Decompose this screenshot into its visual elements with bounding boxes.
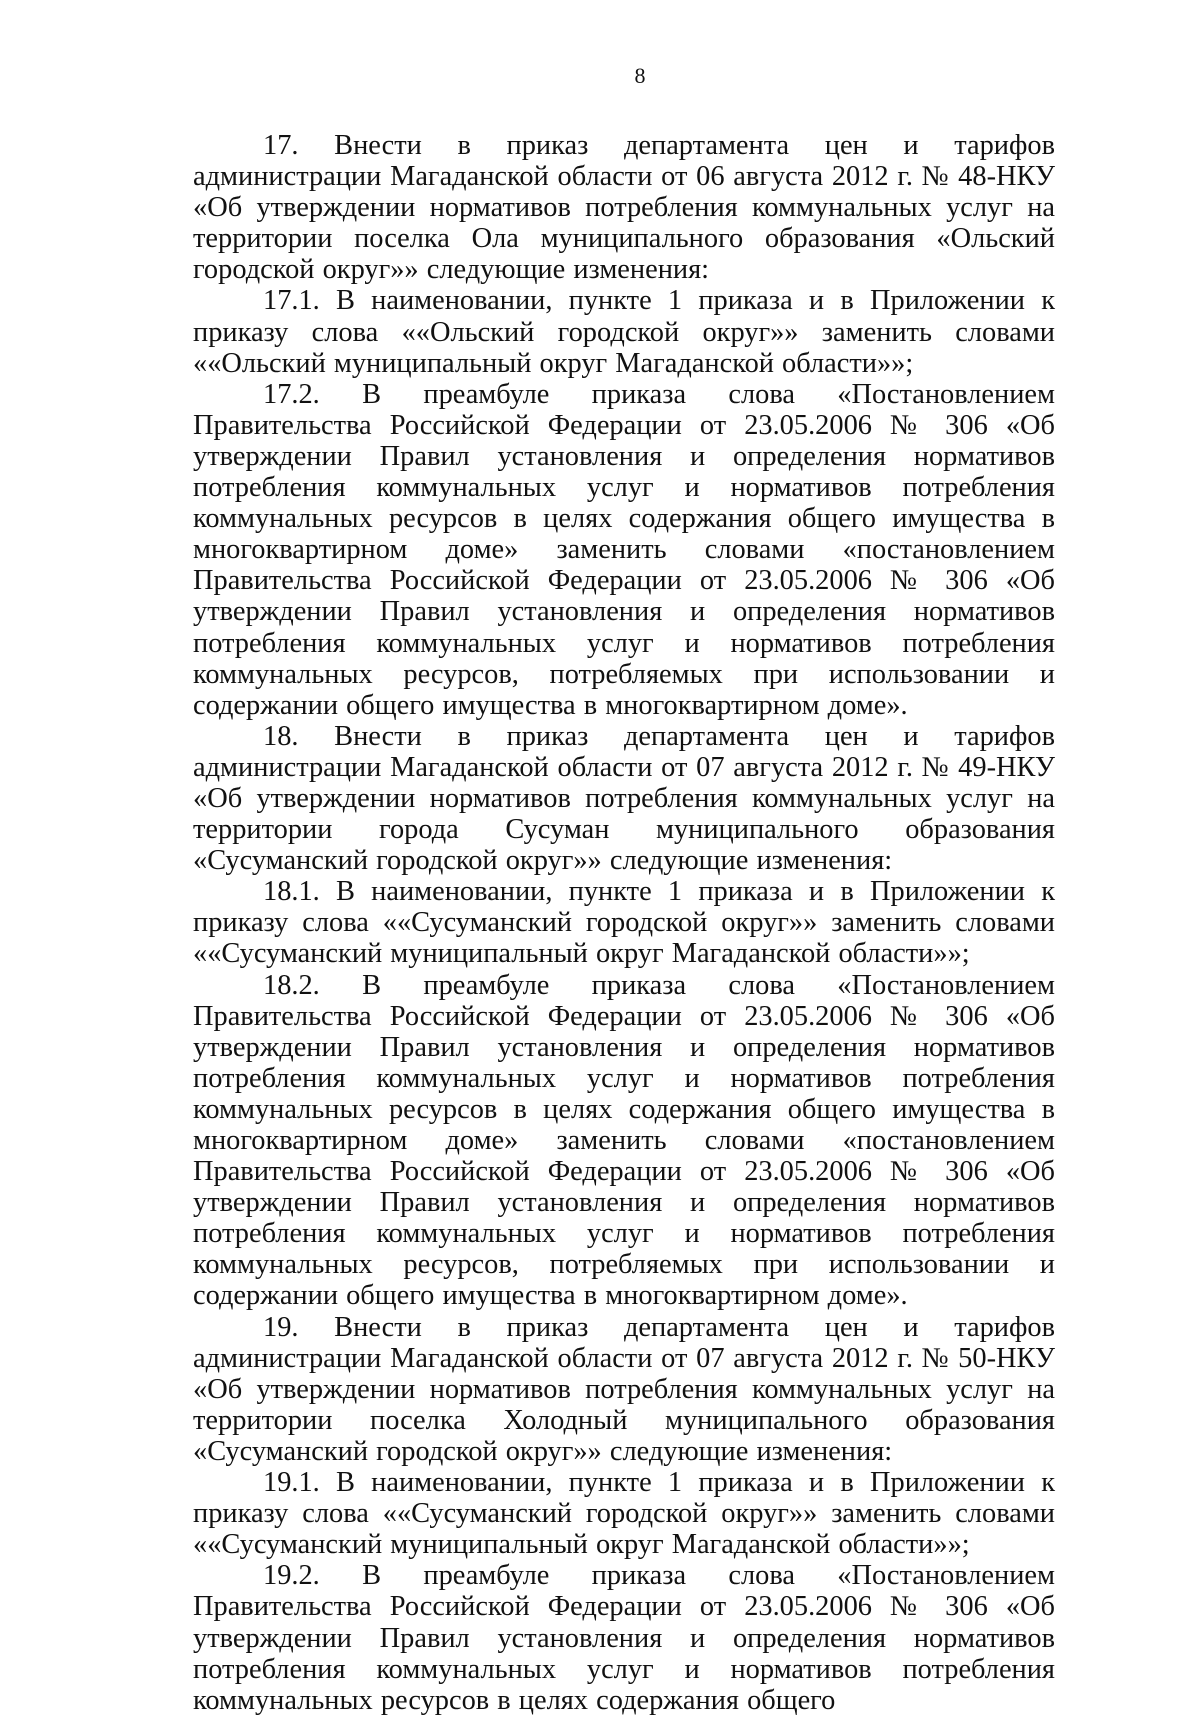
paragraph-18-1: 18.1. В наименовании, пункте 1 приказа и в Приложении к приказу слова ««Сусуманский городской округ»» заменить словами ««Сусуманский муниципальный округ Магаданской области»»; — [193, 876, 1055, 970]
page-number: 8 — [634, 63, 646, 88]
paragraph-19-2: 19.2. В преамбуле приказа слова «Постановлением Правительства Российской Федерации от 23.05.2006 № 306 «Об утверждении Правил установления и определения нормативов потребления коммунальных услуг и нормативов потребления коммунальных ресурсов в целях содержания общего — [193, 1560, 1055, 1716]
paragraph-17-1: 17.1. В наименовании, пункте 1 приказа и в Приложении к приказу слова ««Ольский городской округ»» заменить словами ««Ольский муниципальный округ Магаданской области»»; — [193, 285, 1055, 379]
paragraph-18-2: 18.2. В преамбуле приказа слова «Постановлением Правительства Российской Федерации от 23.05.2006 № 306 «Об утверждении Правил установления и определения нормативов потребления коммунальных услуг и нормативов потребления коммунальных ресурсов в целях содержания общего имущества в многоквартирном доме» заменить словами «постановлением Правительства Российской Федерации от 23.05.2006 № 306 «Об утверждении Правил установления и определения нормативов потребления коммунальных услуг и нормативов потребления коммунальных ресурсов, потребляемых при использовании и содержании общего имущества в многоквартирном доме». — [193, 969, 1055, 1312]
document-body — [193, 130, 1055, 1716]
paragraph-17: 17. Внести в приказ департамента цен и тарифов администрации Магаданской области от 06 августа 2012 г. № 48-НКУ «Об утверждении нормативов потребления коммунальных услуг на территории поселка Ола муниципального образования «Ольский городской округ»» следующие изменения: — [193, 130, 1055, 286]
paragraph-19-1: 19.1. В наименовании, пункте 1 приказа и в Приложении к приказу слова ««Сусуманский городской округ»» заменить словами ««Сусуманский муниципальный округ Магаданской области»»; — [193, 1467, 1055, 1561]
paragraph-18: 18. Внести в приказ департамента цен и тарифов администрации Магаданской области от 07 августа 2012 г. № 49-НКУ «Об утверждении нормативов потребления коммунальных услуг на территории города Сусуман муниципального образования «Сусуманский городской округ»» следующие изменения: — [193, 720, 1055, 877]
paragraph-19: 19. Внести в приказ департамента цен и тарифов администрации Магаданской области от 07 августа 2012 г. № 50-НКУ «Об утверждении нормативов потребления коммунальных услуг на территории поселка Холодный муниципального образования «Сусуманский городской округ»» следующие изменения: — [193, 1311, 1055, 1467]
paragraph-17-2: 17.2. В преамбуле приказа слова «Постановлением Правительства Российской Федерации от 23.05.2006 № 306 «Об утверждении Правил установления и определения нормативов потребления коммунальных услуг и нормативов потребления коммунальных ресурсов в целях содержания общего имущества в многоквартирном доме» заменить словами «постановлением Правительства Российской Федерации от 23.05.2006 № 306 «Об утверждении Правил установления и определения нормативов потребления коммунальных услуг и нормативов потребления коммунальных ресурсов, потребляемых при использовании и содержании общего имущества в многоквартирном доме». — [193, 378, 1055, 721]
